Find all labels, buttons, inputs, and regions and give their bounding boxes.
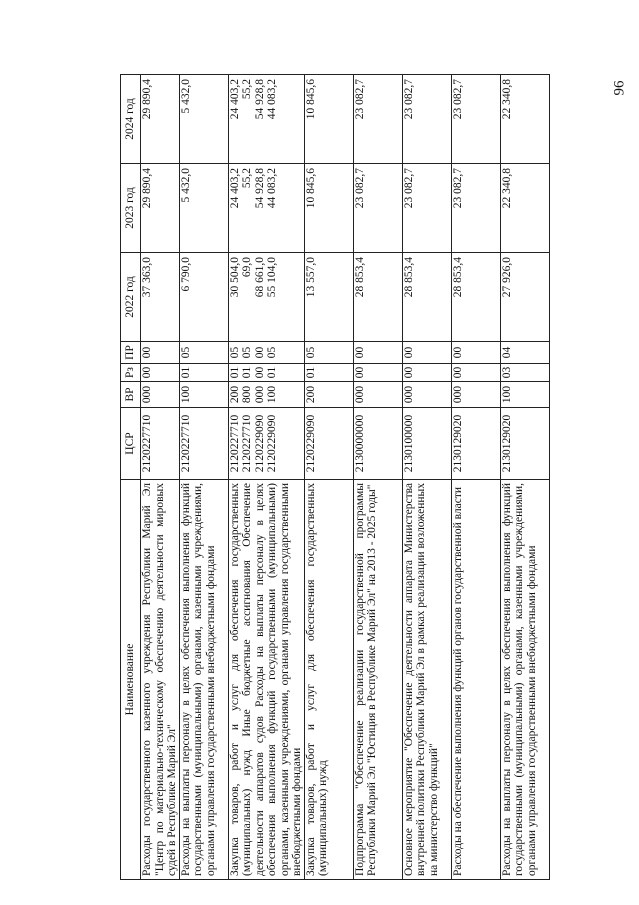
cell-rz <box>402 364 451 382</box>
cell-rz <box>451 364 500 382</box>
cell-csr <box>500 408 549 480</box>
cell-csr <box>141 408 180 480</box>
cell-2022-value: 28 853,4 <box>451 257 464 298</box>
cell-pr-value: 00 <box>141 346 153 359</box>
cell-2022-value: 28 853,4 <box>353 257 366 298</box>
table-row <box>353 75 402 880</box>
cell-pr-value: 05 <box>228 346 241 359</box>
cell-rz <box>141 364 180 382</box>
cell-2022-value: 28 853,4 <box>402 257 415 298</box>
header-2023: 2023 год <box>121 164 141 253</box>
cell-2024-value: 22 340,8 <box>500 79 513 120</box>
cell-vr-value: 200 <box>228 385 241 404</box>
cell-csr <box>402 408 451 480</box>
rotated-page <box>120 75 620 880</box>
cell-vr <box>500 382 549 408</box>
cell-vr <box>179 382 228 408</box>
cell-rz-value: 00 <box>402 366 415 379</box>
cell-csr-value: 2120229090 <box>253 414 266 473</box>
cell-pr <box>353 342 402 364</box>
cell-2023 <box>304 164 353 253</box>
cell-csr-value: 2120229090 <box>266 414 278 473</box>
cell-rz-value: 00 <box>451 366 464 379</box>
cell-2024-value: 29 890,4 <box>141 79 153 120</box>
cell-2023-value: 23 082,7 <box>402 168 415 209</box>
cell-csr-value: 2120229090 <box>304 414 317 473</box>
cell-vr-value: 000 <box>402 385 415 404</box>
cell-2024 <box>353 75 402 164</box>
cell-rz-value: 03 <box>500 366 513 379</box>
cell-2022-value: 27 926,0 <box>500 257 513 298</box>
cell-2024-value: 23 082,7 <box>402 79 415 120</box>
cell-2022 <box>451 253 500 342</box>
cell-rz-value: 01 <box>241 366 253 379</box>
cell-2024-value: 23 082,7 <box>353 79 366 120</box>
cell-rz-value: 01 <box>228 366 241 379</box>
cell-csr <box>304 408 353 480</box>
cell-name: Закупка товаров, работ и услуг для обеспечения государственных (муниципальных) нужд <box>304 480 353 880</box>
cell-rz-value: 00 <box>141 366 153 379</box>
cell-vr-value: 000 <box>353 385 366 404</box>
cell-name: Расходы на выплаты персоналу в целях обеспечения выполнения функций государственными (муниципальными) органами, казенными учреждениями, органами управления государственными внебюджетными фондами <box>179 480 228 880</box>
table-row <box>500 75 549 880</box>
cell-2022 <box>500 253 549 342</box>
table-row <box>228 75 304 880</box>
table-row <box>451 75 500 880</box>
cell-2023-value: 24 403,2 <box>228 168 241 209</box>
cell-vr-value: 100 <box>500 385 513 404</box>
cell-2023-value: 54 928,8 <box>253 168 266 209</box>
cell-2022-value: 37 363,0 <box>141 257 153 298</box>
cell-pr <box>500 342 549 364</box>
cell-2024 <box>141 75 180 164</box>
cell-2022 <box>179 253 228 342</box>
cell-2024-value: 55,2 <box>241 79 253 100</box>
cell-csr <box>353 408 402 480</box>
table-row <box>141 75 180 880</box>
cell-csr <box>228 408 304 480</box>
table-header-row <box>121 75 141 880</box>
cell-vr-value: 000 <box>451 385 464 404</box>
cell-name: Расходы на обеспечение выполнения функций органов государственной власти <box>451 480 500 880</box>
cell-2023 <box>179 164 228 253</box>
cell-csr-value: 2120227710 <box>179 414 192 473</box>
cell-csr-value: 2120227710 <box>141 414 153 473</box>
cell-2024-value: 44 083,2 <box>266 79 278 120</box>
table-row <box>304 75 353 880</box>
cell-pr-value: 05 <box>266 346 278 359</box>
cell-name: Расходы на выплаты персоналу в целях обеспечения выполнения функций государственными (муниципальными) органами, казенными учреждениями, органами управления государственными внебюджетными фондами <box>500 480 549 880</box>
cell-2022 <box>141 253 180 342</box>
cell-name: Основное мероприятие "Обеспечение деятельности аппарата Министерства внутренней политики Республики Марий Эл в рамках реализации возложенных на министерство функций" <box>402 480 451 880</box>
cell-rz <box>304 364 353 382</box>
cell-2024-value: 10 845,6 <box>304 79 317 120</box>
cell-2023 <box>451 164 500 253</box>
cell-vr-value: 000 <box>253 385 266 404</box>
cell-2022-value: 55 104,0 <box>266 257 278 298</box>
cell-2023-value: 23 082,7 <box>353 168 366 209</box>
cell-rz <box>500 364 549 382</box>
cell-2023-value: 23 082,7 <box>451 168 464 209</box>
cell-2022 <box>228 253 304 342</box>
cell-vr <box>353 382 402 408</box>
cell-pr-value: 00 <box>402 346 415 359</box>
cell-csr <box>179 408 228 480</box>
cell-rz <box>228 364 304 382</box>
cell-2024 <box>402 75 451 164</box>
cell-2023-value: 22 340,8 <box>500 168 513 209</box>
cell-csr <box>451 408 500 480</box>
cell-2024 <box>451 75 500 164</box>
cell-pr <box>141 342 180 364</box>
cell-pr-value: 00 <box>451 346 464 359</box>
cell-pr <box>402 342 451 364</box>
cell-rz-value: 01 <box>179 366 192 379</box>
cell-2022-value: 13 557,0 <box>304 257 317 298</box>
header-name: Наименование <box>121 480 141 880</box>
cell-rz-value: 01 <box>266 366 278 379</box>
page-number: 96 <box>611 80 628 96</box>
cell-2024 <box>228 75 304 164</box>
cell-pr-value: 05 <box>179 346 192 359</box>
cell-2023-value: 5 432,0 <box>179 168 192 203</box>
cell-2024 <box>304 75 353 164</box>
table-row <box>179 75 228 880</box>
cell-pr <box>179 342 228 364</box>
cell-2023-value: 29 890,4 <box>141 168 153 209</box>
header-csr: ЦСР <box>121 408 141 480</box>
cell-name: Расходы государственного казенного учреждения Республики Марий Эл "Центр по материально-техническому обеспечению деятельности мировых судей в Республике Марий Эл" <box>141 480 180 880</box>
cell-2022-value: 69,0 <box>241 257 253 278</box>
cell-2023 <box>228 164 304 253</box>
cell-2022 <box>353 253 402 342</box>
cell-rz <box>179 364 228 382</box>
cell-2022-value: 30 504,0 <box>228 257 241 298</box>
budget-table <box>120 74 550 880</box>
cell-2024-value: 54 928,8 <box>253 79 266 120</box>
table-body <box>141 75 550 880</box>
cell-2023 <box>500 164 549 253</box>
cell-pr-value: 00 <box>253 346 266 359</box>
cell-csr-value: 2120227710 <box>241 414 253 473</box>
cell-csr-value: 2130000000 <box>353 414 366 473</box>
cell-2024 <box>179 75 228 164</box>
cell-csr-value: 2130129020 <box>451 414 464 473</box>
header-vr: ВР <box>121 382 141 408</box>
cell-rz <box>353 364 402 382</box>
cell-2024-value: 5 432,0 <box>179 79 192 114</box>
cell-2022-value: 68 661,0 <box>253 257 266 298</box>
header-2022: 2022 год <box>121 253 141 342</box>
cell-pr <box>451 342 500 364</box>
cell-2023 <box>141 164 180 253</box>
cell-2023-value: 44 083,2 <box>266 168 278 209</box>
cell-rz-value: 00 <box>353 366 366 379</box>
header-pr: ПР <box>121 342 141 364</box>
cell-2023 <box>402 164 451 253</box>
cell-csr-value: 2130100000 <box>402 414 415 473</box>
cell-csr-value: 2130129020 <box>500 414 513 473</box>
cell-name: Подпрограмма "Обеспечение реализации государственной программы Республики Марий Эл "Юстиция в Республике Марий Эл" на 2013 - 2025 годы" <box>353 480 402 880</box>
header-2024: 2024 год <box>121 75 141 164</box>
cell-vr-value: 000 <box>141 385 153 404</box>
cell-pr <box>304 342 353 364</box>
cell-2022 <box>304 253 353 342</box>
cell-vr-value: 200 <box>304 385 317 404</box>
cell-2022 <box>402 253 451 342</box>
cell-2024-value: 23 082,7 <box>451 79 464 120</box>
cell-vr <box>402 382 451 408</box>
cell-2023-value: 55,2 <box>241 168 253 189</box>
cell-pr <box>228 342 304 364</box>
cell-name: Закупка товаров, работ и услуг для обеспечения государственных (муниципальных) нужд Иные бюджетные ассигнования Обеспечение деятельности аппаратов судов Расходы на выплаты персоналу в целях обеспечения выполнения функций государственными (муниципальными) органами, казенными учреждениями, органами управления государственными внебюджетными фондами <box>228 480 304 880</box>
cell-2024 <box>500 75 549 164</box>
table-row <box>402 75 451 880</box>
cell-2023 <box>353 164 402 253</box>
cell-vr-value: 100 <box>266 385 278 404</box>
cell-2023-value: 10 845,6 <box>304 168 317 209</box>
cell-vr <box>451 382 500 408</box>
cell-csr-value: 2120227710 <box>228 414 241 473</box>
cell-rz-value: 00 <box>253 366 266 379</box>
cell-vr <box>304 382 353 408</box>
cell-pr-value: 04 <box>500 346 513 359</box>
cell-pr-value: 05 <box>304 346 317 359</box>
header-rz: Рз <box>121 364 141 382</box>
cell-pr-value: 05 <box>241 346 253 359</box>
cell-2024-value: 24 403,2 <box>228 79 241 120</box>
cell-vr <box>141 382 180 408</box>
cell-rz-value: 01 <box>304 366 317 379</box>
cell-vr-value: 100 <box>179 385 192 404</box>
cell-2022-value: 6 790,0 <box>179 257 192 292</box>
cell-vr <box>228 382 304 408</box>
cell-pr-value: 00 <box>353 346 366 359</box>
cell-vr-value: 800 <box>241 385 253 404</box>
